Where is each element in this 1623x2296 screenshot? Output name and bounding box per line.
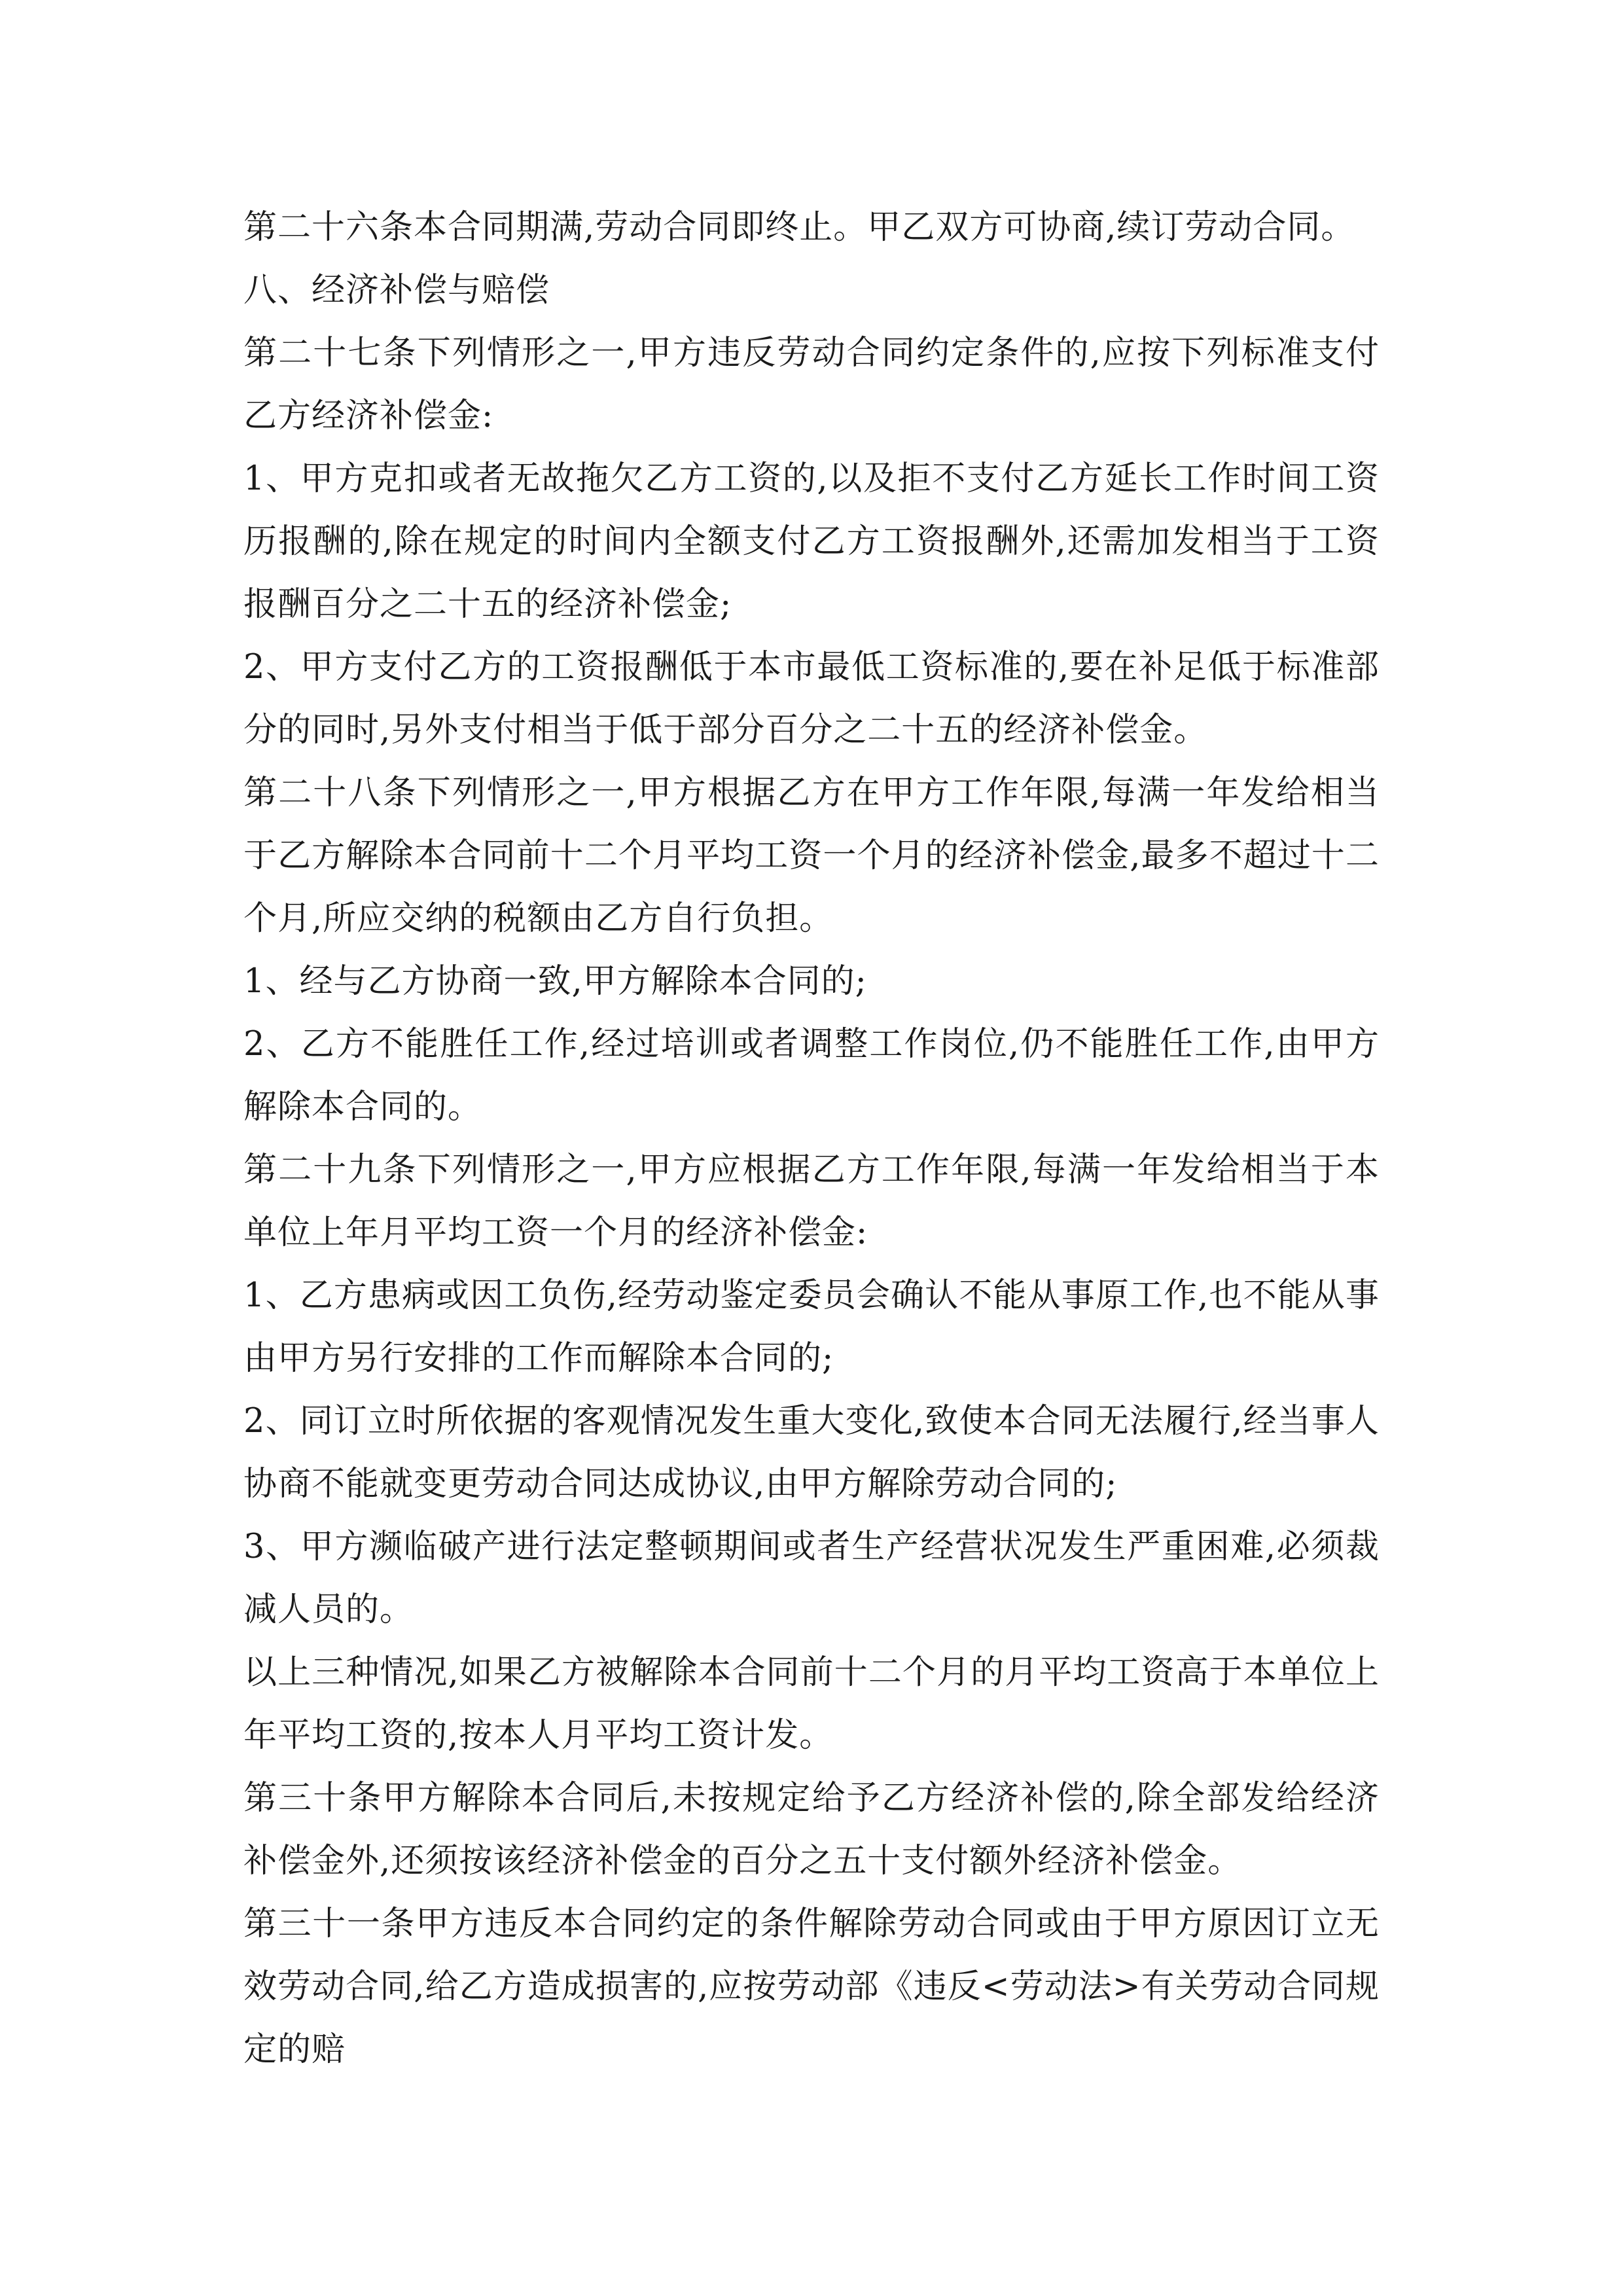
clause-28-item-1: 1、经与乙方协商一致,甲方解除本合同的;: [243, 962, 867, 1001]
clause-29: 第二十九条下列情形之一,甲方应根据乙方工作年限,每满一年发给相当于本单位上年月平均工资一个月的经济补偿金:: [243, 1151, 1380, 1252]
clause-28: 第二十八条下列情形之一,甲方根据乙方在甲方工作年限,每满一年发给相当于乙方解除本合同前十二个月平均工资一个月的经济补偿金,最多不超过十二个月,所应交纳的税额由乙方自行负担。: [243, 774, 1380, 938]
clause-27: 第二十七条下列情形之一,甲方违反劳动合同约定条件的,应按下列标准支付乙方经济补偿金:: [243, 334, 1380, 435]
clause-29-item-3: 3、甲方濒临破产进行法定整顿期间或者生产经营状况发生严重困难,必须裁减人员的。: [243, 1528, 1380, 1629]
document-page: [243, 196, 1380, 2081]
clause-26-expiry: 第二十六条本合同期满,劳动合同即终止。甲乙双方可协商,续订劳动合同。: [243, 208, 1355, 247]
clause-27-item-1: 1、甲方克扣或者无故拖欠乙方工资的,以及拒不支付乙方延长工作时间工资历报酬的,除在规定的时间内全额支付乙方工资报酬外,还需加发相当于工资报酬百分之二十五的经济补偿金;: [243, 459, 1380, 624]
clause-31: 第三十一条甲方违反本合同约定的条件解除劳动合同或由于甲方原因订立无效劳动合同,给乙方造成损害的,应按劳动部《违反<劳动法>有关劳动合同规定的赔: [243, 1905, 1380, 2069]
clause-29-item-1: 1、乙方患病或因工负伤,经劳动鉴定委员会确认不能从事原工作,也不能从事由甲方另行安排的工作而解除本合同的;: [243, 1276, 1380, 1378]
clause-29-item-2: 2、同订立时所依据的客观情况发生重大变化,致使本合同无法履行,经当事人协商不能就变更劳动合同达成协议,由甲方解除劳动合同的;: [243, 1402, 1380, 1503]
section-heading-compensation: 八、经济补偿与赔偿: [243, 271, 550, 310]
clause-27-item-2: 2、甲方支付乙方的工资报酬低于本市最低工资标准的,要在补足低于标准部分的同时,另外支付相当于低于部分百分之二十五的经济补偿金。: [243, 648, 1380, 749]
clause-29-note: 以上三种情况,如果乙方被解除本合同前十二个月的月平均工资高于本单位上年平均工资的,按本人月平均工资计发。: [243, 1653, 1380, 1755]
clause-28-item-2: 2、乙方不能胜任工作,经过培训或者调整工作岗位,仍不能胜任工作,由甲方解除本合同的。: [243, 1025, 1380, 1126]
clause-30: 第三十条甲方解除本合同后,未按规定给予乙方经济补偿的,除全部发给经济补偿金外,还须按该经济补偿金的百分之五十支付额外经济补偿金。: [243, 1779, 1380, 1880]
